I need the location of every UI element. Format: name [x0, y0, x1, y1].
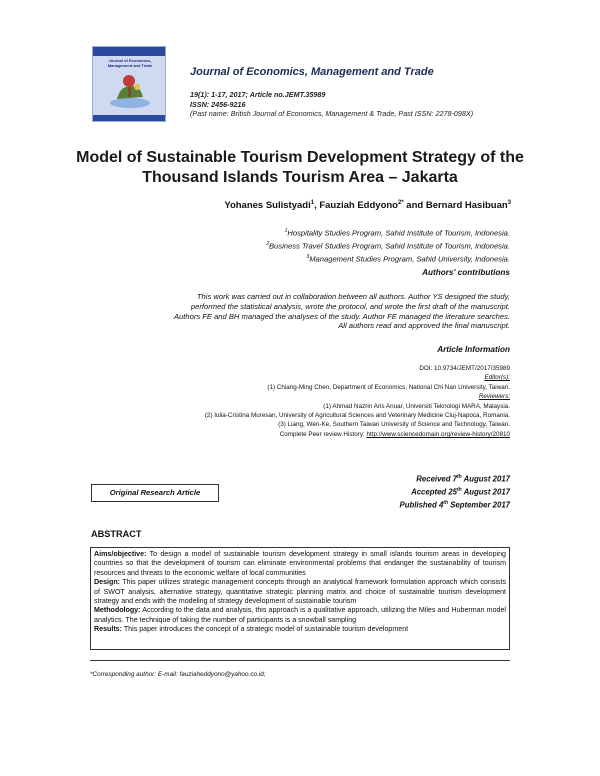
published-date	[400, 498, 510, 511]
journal-meta	[190, 90, 473, 119]
author-name: Bernard Hasibuan	[425, 200, 508, 212]
author-sup: 2*	[397, 200, 404, 206]
volume-line: 19(1): 1-17, 2017; Article no.JEMT.35989	[190, 90, 326, 99]
issn-line: ISSN: 2456-9216	[190, 99, 246, 109]
contribution-line: performed the statistical analysis, wrote the protocol, and wrote the first draft of the manuscript.	[190, 301, 510, 311]
abstract-results	[94, 625, 506, 634]
editor-entry: (1) Chiang-Ming Chen, Department of Economics, National Chi Nan University, Taiwan.	[267, 383, 510, 391]
affiliation-sup: 3	[306, 253, 310, 260]
date-text: August 2017	[461, 487, 510, 497]
corresponding-author-footnote: *Corresponding author: E-mail: fauziaheddyono@yahoo.co.id;	[90, 671, 266, 678]
affiliation-line	[266, 226, 510, 239]
journal-cover-image	[92, 46, 166, 122]
affiliation-sup: 2	[266, 240, 269, 247]
article-type-box: Original Research Article	[91, 484, 219, 502]
author-list	[224, 200, 511, 211]
affiliation-text: Management Studies Program, Sahid University, Indonesia.	[309, 254, 510, 264]
date-sup: th	[457, 486, 462, 493]
author-separator: ,	[314, 200, 320, 212]
abstract-label: Methodology:	[94, 606, 141, 615]
reviewers-label: Reviewers:	[478, 393, 510, 401]
contribution-line: All authors read and approved the final manuscript.	[338, 321, 510, 331]
accepted-date	[400, 485, 510, 498]
affiliation-text: Hospitality Studies Program, Sahid Institute of Tourism, Indonesia.	[287, 228, 510, 238]
abstract-label: Aims/objective:	[94, 550, 147, 558]
author-name: Yohanes Sulistyadi	[224, 200, 311, 212]
author-sup: 1	[310, 200, 315, 206]
cover-illustration-icon	[107, 73, 153, 109]
affiliation-sup: 1	[284, 228, 288, 234]
editors-label: Editor(s):	[484, 374, 510, 382]
contribution-line: Authors FE and BH managed the analyses of the study. Author FE managed the literature searches.	[173, 311, 510, 321]
affiliation-line	[266, 239, 510, 252]
date-text: Accepted 25	[411, 487, 458, 497]
cover-top-band	[93, 47, 165, 56]
abstract-label: Design:	[94, 578, 121, 587]
author-name: Fauziah Eddyono	[319, 200, 398, 212]
affiliation-text: Business Travel Studies Program, Sahid Institute of Tourism, Indonesia.	[268, 241, 510, 251]
abstract-text: This paper introduces the concept of a strategic model of sustainable tourism development	[122, 625, 409, 634]
reviewer-entry: (2) Iulia-Cristina Muresan, University of Agricultural Sciences and Veterinary Medicine Cluj-Napoca, Romania.	[204, 412, 510, 420]
review-history-label: Complete Peer review History:	[279, 430, 367, 438]
contributions-text	[80, 292, 510, 331]
article-info	[70, 364, 510, 439]
affiliations	[266, 226, 510, 265]
abstract-label: Results:	[94, 625, 122, 634]
abstract-design	[94, 578, 506, 606]
date-text: September 2017	[448, 500, 510, 510]
date-text: Published 4	[399, 500, 444, 510]
abstract-heading: ABSTRACT	[91, 529, 142, 539]
review-history	[70, 430, 510, 439]
reviewer-entry: (3) Liang, Wen-Ke, Southern Taiwan University of Science and Technology, Taiwan.	[278, 421, 510, 429]
affiliation-line	[266, 252, 510, 265]
author-sup: 3	[507, 200, 511, 206]
abstract-aims	[94, 550, 506, 578]
publication-dates	[400, 472, 510, 510]
abstract-methodology	[94, 606, 506, 625]
received-date	[400, 472, 510, 485]
doi: DOI: 10.9734/JEMT/2017/35989	[419, 365, 510, 372]
abstract-box	[90, 547, 510, 650]
contribution-line: This work was carried out in collaboration between all authors. Author YS designed the study,	[196, 292, 510, 301]
article-info-heading: Article Information	[437, 345, 510, 354]
date-text: August 2017	[461, 474, 510, 484]
abstract-text: This paper utilizes strategic management concepts through an analytical framework formulation approach which consists of SWOT analysis, alternative strategy, quantitative strategic planning matrix and choice of sustainable tourism development strategy and ends with the modeling of strategy development of sustainable tourism	[94, 578, 506, 606]
journal-title: Journal of Economics, Management and Trade	[190, 66, 434, 78]
date-text: Received 7	[416, 474, 458, 484]
cover-title: Journal of Economics, Management and Trade	[107, 58, 153, 68]
review-history-link[interactable]: http://www.sciencedomain.org/review-history/20810	[366, 430, 510, 438]
past-name-line: (Past name: British Journal of Economics, Management & Trade, Past ISSN: 2278-098X)	[190, 109, 474, 118]
author-separator: and	[403, 200, 426, 212]
abstract-text: To design a model of sustainable tourism development strategy in small islands tourism areas in developing countries so that the development of tourism can eliminate environmental problems that endanger the sustainability of tourism resources and threats to the economic welfare of local communities	[94, 550, 506, 577]
date-sup: th	[443, 499, 449, 506]
contributions-heading: Authors' contributions	[422, 268, 510, 277]
abstract-text: According to the data and analysis, this approach is a qualitative approach, utilizing the Miles and Huberman model analytics. The technique of taking the number of participants is a snowball sampling	[94, 606, 506, 624]
cover-bottom-band	[93, 115, 165, 121]
reviewer-entry: (1) Ahmad Nazrin Aris Anuar, Universiti Teknologi MARA, Malaysia.	[323, 402, 510, 410]
paper-title: Model of Sustainable Tourism Development Strategy of the Thousand Islands Tourism Area – Jakarta	[76, 149, 524, 186]
footnote-divider	[90, 660, 510, 661]
date-sup: th	[457, 474, 462, 480]
